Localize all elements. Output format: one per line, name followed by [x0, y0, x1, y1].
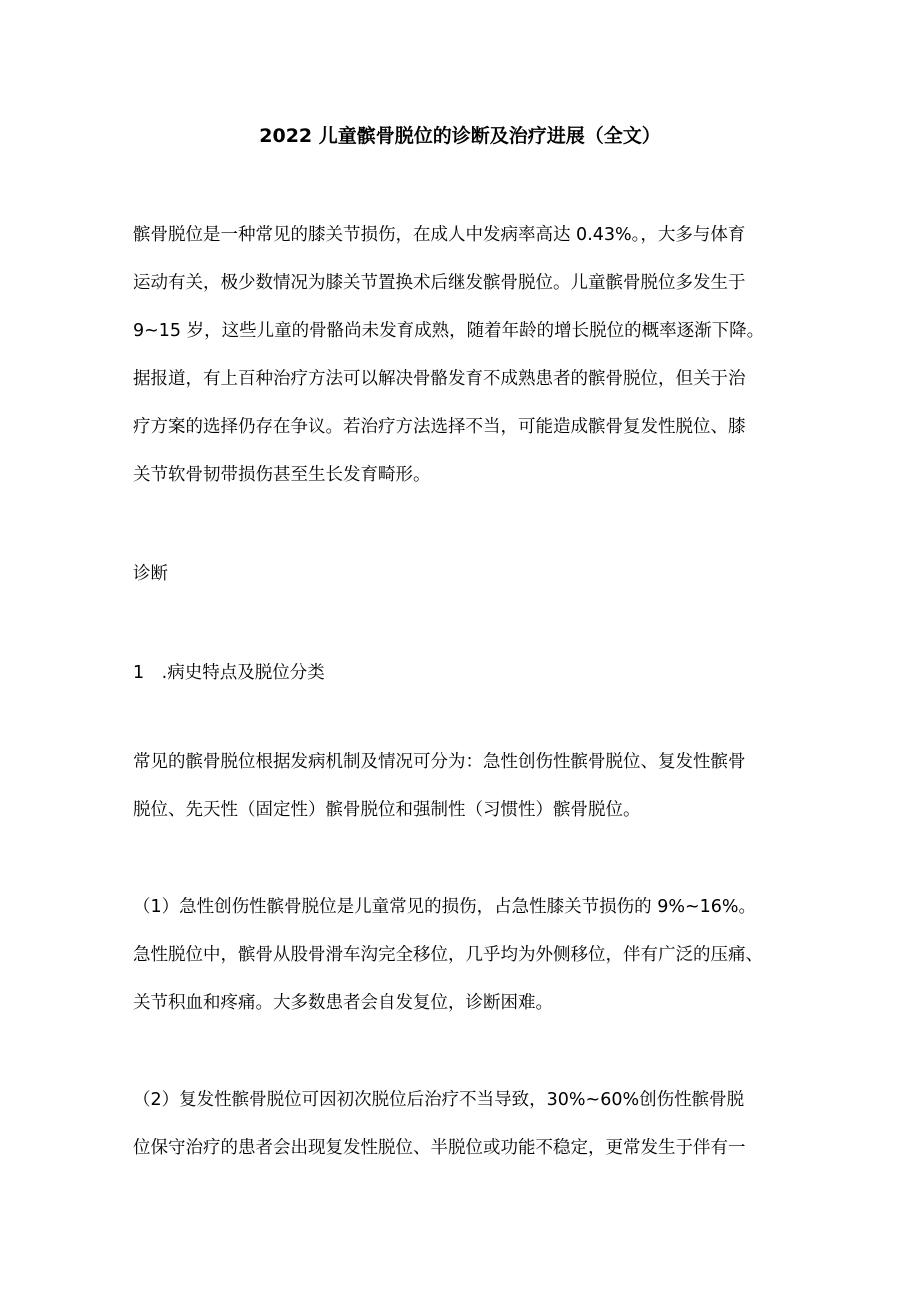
item2-line-1: （2）复发性髌骨脱位可因初次脱位后治疗不当导致，30%~60%创伤性髌骨脱 — [133, 1090, 745, 1110]
intro-line-4: 据报道，有上百种治疗方法可以解决骨骼发育不成熟患者的髌骨脱位，但关于治 — [133, 369, 746, 389]
classification-line-1: 常见的髌骨脱位根据发病机制及情况可分为：急性创伤性髌骨脱位、复发性髌骨 — [133, 752, 746, 772]
subsection-heading-history: 1 .病史特点及脱位分类 — [133, 663, 325, 683]
intro-line-1: 髌骨脱位是一种常见的膝关节损伤，在成人中发病率高达 0.43%。，大多与体育 — [133, 225, 746, 245]
item2-line-2: 位保守治疗的患者会出现复发性脱位、半脱位或功能不稳定，更常发生于伴有一 — [133, 1138, 746, 1158]
document-title: 2022 儿童髌骨脱位的诊断及治疗进展（全文） — [259, 125, 661, 147]
intro-line-6: 关节软骨韧带损伤甚至生长发育畸形。 — [133, 465, 431, 485]
classification-line-2: 脱位、先天性（固定性）髌骨脱位和强制性（习惯性）髌骨脱位。 — [133, 800, 641, 820]
intro-line-5: 疗方案的选择仍存在争议。若治疗方法选择不当，可能造成髌骨复发性脱位、膝 — [133, 417, 746, 437]
item1-line-1: （1）急性创伤性髌骨脱位是儿童常见的损伤，占急性膝关节损伤的 9%~16%。 — [133, 897, 757, 917]
section-heading-diagnosis: 诊断 — [133, 564, 168, 584]
intro-line-2: 运动有关，极少数情况为膝关节置换术后继发髌骨脱位。儿童髌骨脱位多发生于 — [133, 273, 746, 293]
item1-line-3: 关节积血和疼痛。大多数患者会自发复位，诊断困难。 — [133, 993, 553, 1013]
item1-line-2: 急性脱位中，髌骨从股骨滑车沟完全移位，几乎均为外侧移位，伴有广泛的压痛、 — [133, 945, 763, 965]
intro-line-3: 9~15 岁，这些儿童的骨骼尚未发育成熟，随着年龄的增长脱位的概率逐渐下降。 — [133, 321, 765, 341]
